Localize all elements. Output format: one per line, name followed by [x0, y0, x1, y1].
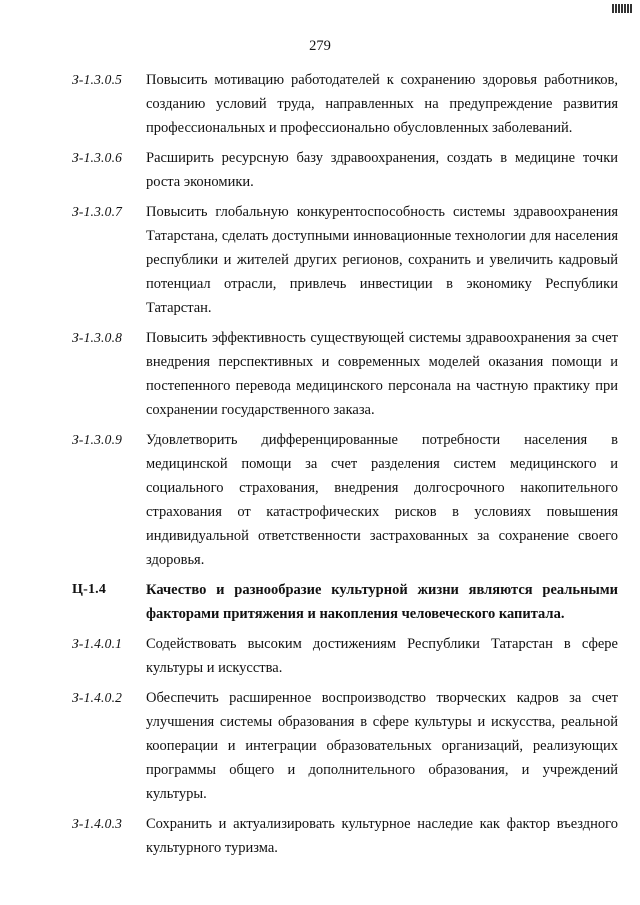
item-code: З-1.3.0.9: [72, 432, 123, 447]
item-text: Обеспечить расширенное воспроизводство творческих кадров за счет улучшения системы образования в сфере культуры и искусства, реальной кооперации и интеграции образовательных организаций, реализующих программы общего и дополнительного образования, и учреждений культуры.: [146, 690, 618, 802]
list-item: [72, 146, 618, 194]
item-code: З-1.3.0.5: [72, 72, 123, 87]
section-code: Ц-1.4: [72, 582, 107, 597]
item-code: З-1.3.0.6: [72, 150, 123, 165]
item-code: З-1.4.0.2: [72, 690, 123, 705]
section-heading: [72, 578, 618, 626]
item-text: Содействовать высоким достижениям Республики Татарстан в сфере культуры и искусства.: [146, 636, 618, 676]
item-text: Расширить ресурсную базу здравоохранения, создать в медицине точки роста экономики.: [146, 150, 618, 190]
page-number: 279: [309, 38, 331, 54]
item-text: Повысить эффективность существующей системы здравоохранения за счет внедрения перспективных и современных моделей оказания помощи и постепенного перевода медицинского персонала на частную практику при сохранении государственного заказа.: [146, 330, 618, 418]
list-item: [72, 428, 618, 572]
list-item: [72, 68, 618, 140]
list-item: [72, 812, 618, 860]
section-title: Качество и разнообразие культурной жизни являются реальными факторами притяжения и накопления человеческого капитала.: [146, 582, 618, 622]
list-item: [72, 686, 618, 806]
item-text: Повысить глобальную конкурентоспособность системы здравоохранения Татарстана, сделать доступными инновационные технологии для населения республики и жителей других регионов, сохранить и увеличить кадровый потенциал отрасли, привлечь инвестиции в экономику Республики Татарстан.: [146, 204, 618, 316]
list-item: [72, 326, 618, 422]
item-code: З-1.4.0.1: [72, 636, 123, 651]
item-code: З-1.3.0.8: [72, 330, 123, 345]
item-text: Сохранить и актуализировать культурное наследие как фактор въездного культурного туризма.: [146, 816, 618, 856]
item-text: Удовлетворить дифференцированные потребности населения в медицинской помощи за счет разделения систем медицинского и социального страхования, внедрения долгосрочного накопительного страхования от катастрофических рисков в условиях повышения индивидуальной ответственности застрахованных за сохранение своего здоровья.: [146, 432, 618, 568]
item-code: З-1.4.0.3: [72, 816, 123, 831]
scan-mark: [612, 0, 640, 12]
list-item: [72, 632, 618, 680]
document-body: [72, 68, 618, 866]
item-text: Повысить мотивацию работодателей к сохранению здоровья работников, созданию условий труда, направленных на предупреждение развития профессиональных и профессионально обусловленных заболеваний.: [146, 72, 618, 136]
list-item: [72, 200, 618, 320]
item-code: З-1.3.0.7: [72, 204, 123, 219]
